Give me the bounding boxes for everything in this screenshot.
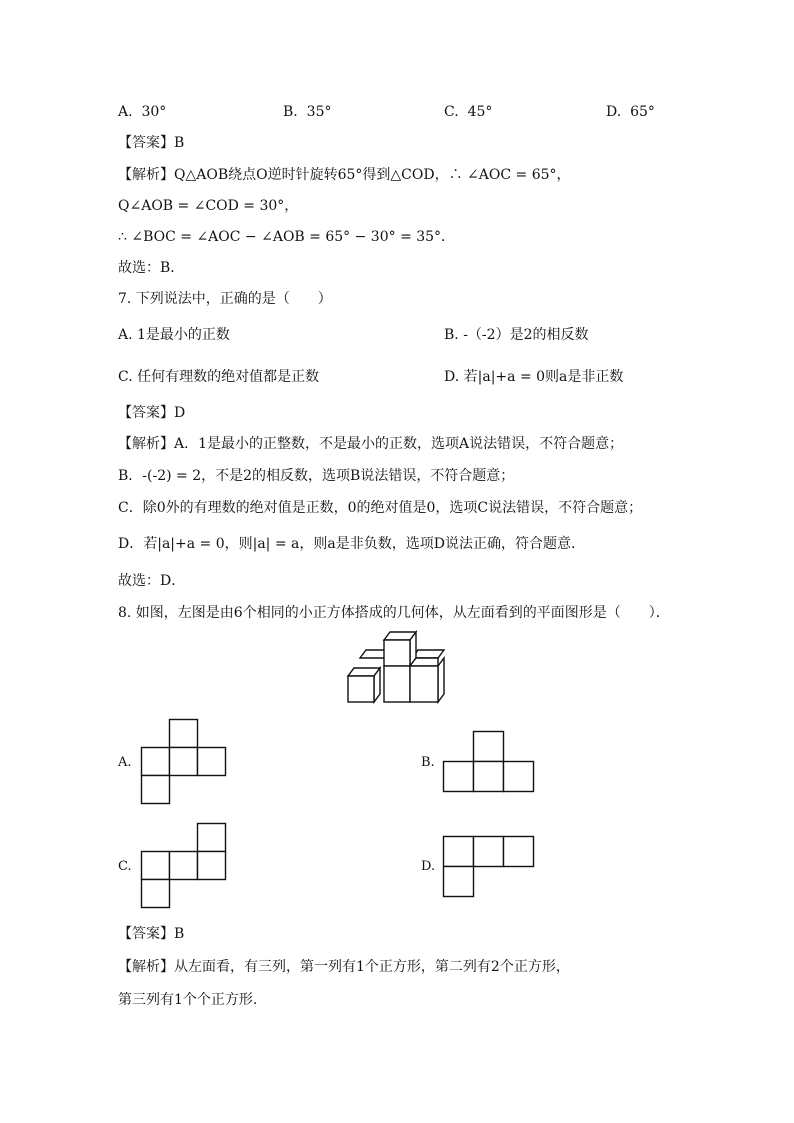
q8-option-b-figure (443, 731, 535, 793)
q8-answer: 【答案】B (118, 926, 185, 942)
q6-option-c: C. 45° (444, 104, 493, 120)
q7-answer: 【答案】D (118, 405, 186, 421)
q6-analysis-line-3: ∴ ∠BOC = ∠AOC − ∠AOB = 65° − 30° = 35°． (118, 229, 456, 245)
q6-analysis-line-2: Q∠AOB = ∠COD = 30°， (118, 198, 299, 214)
q7-option-a: A. 1是最小的正数 (118, 327, 230, 343)
q6-option-d: D. 65° (606, 104, 655, 120)
q7-option-c: C. 任何有理数的绝对值都是正数 (118, 369, 320, 385)
q7-analysis-line-1: 【解析】A．1是最小的正整数，不是最小的正数，选项A说法错误，不符合题意； (118, 436, 624, 452)
q8-stem: 8. 如图，左图是由6个相同的小正方体搭成的几何体，从左面看到的平面图形是（ ）． (118, 605, 670, 621)
q6-conclusion: 故选：B． (118, 260, 185, 276)
q6-option-a: A. 30° (118, 104, 167, 120)
q8-option-a-label: A. (118, 755, 132, 770)
q7-conclusion: 故选：D． (118, 573, 186, 589)
q7-analysis-line-2: B．-(-2) = 2，不是2的相反数，选项B说法错误，不符合题意； (118, 468, 515, 484)
q7-analysis-line-4: D．若|a|+a = 0，则|a| = a，则a是非负数，选项D说法正确，符合题意． (118, 536, 585, 552)
q8-analysis-line-2: 第三列有1个个正方形. (118, 992, 258, 1008)
q7-stem: 7. 下列说法中，正确的是（ ） (118, 291, 332, 307)
cube-stack-figure (340, 632, 450, 704)
q6-option-b: B. 35° (283, 104, 332, 120)
q6-analysis-line-1: 【解析】Q△AOB绕点O逆时针旋转65°得到△COD，∴ ∠AOC = 65°， (118, 167, 571, 183)
q8-analysis-line-1: 【解析】从左面看，有三列，第一列有1个正方形，第二列有2个正方形， (118, 959, 570, 975)
q6-answer: 【答案】B (118, 135, 185, 151)
q7-option-b: B. -（-2）是2的相反数 (444, 327, 589, 343)
q8-option-b-label: B. (421, 755, 435, 770)
q8-option-d-label: D. (421, 859, 436, 874)
q8-option-c-label: C. (118, 859, 132, 874)
q7-analysis-line-3: C．除0外的有理数的绝对值是正数，0的绝对值是0，选项C说法错误，不符合题意； (118, 500, 643, 516)
q8-option-a-figure (141, 719, 227, 805)
q8-option-c-figure (141, 823, 227, 909)
q8-option-d-figure (443, 836, 535, 898)
q7-option-d: D. 若|a|+a = 0则a是非正数 (444, 369, 624, 385)
